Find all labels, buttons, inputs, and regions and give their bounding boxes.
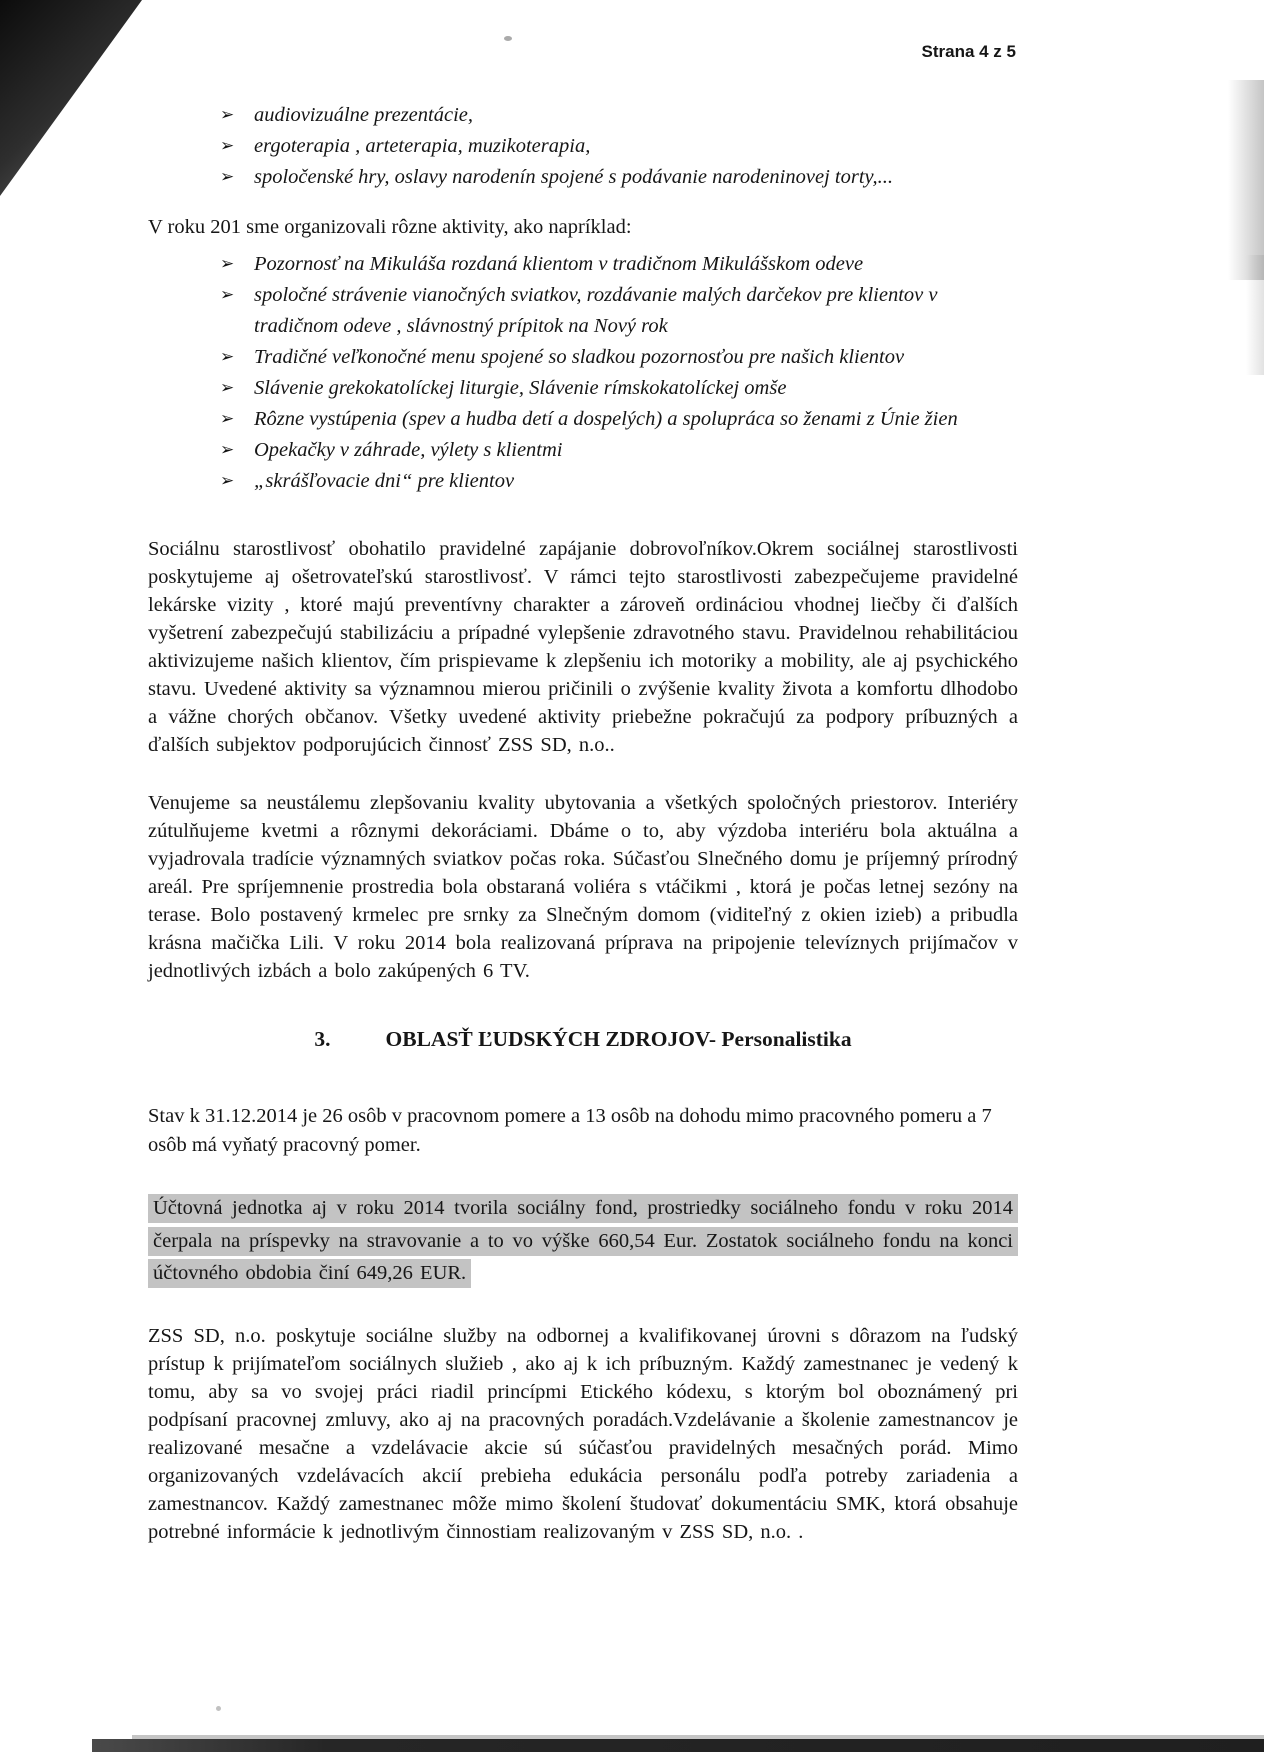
arrow-bullet-icon: ➢ bbox=[220, 254, 235, 274]
list-item-text: ergoterapia , arteterapia, muzikoterapia, bbox=[254, 135, 591, 157]
list-item-text: Rôzne vystúpenia (spev a hudba detí a dospelých) a spolupráca so ženami z Únie žien bbox=[254, 408, 958, 430]
bullet-list-examples bbox=[220, 249, 1018, 497]
highlighted-text: Účtovná jednotka aj v roku 2014 tvorila sociálny fond, prostriedky sociálneho fondu v roku 2014 čerpala na príspevky na stravovanie a to vo výške 660,54 Eur. Zostatok sociálneho fondu na konci účtovného obdobia činí 649,26 EUR. bbox=[148, 1194, 1018, 1288]
paragraph-environment: Venujeme sa neustálemu zlepšovaniu kvality ubytovania a všetkých spoločných priestorov. Interiéry zútulňujeme kvetmi a rôznymi dekoráciami. Dbáme o to, aby výzdoba interiéru bola aktuálna a vyjadrovala tradície významných sviatkov počas roka. Súčasťou Slnečného domu je príjemný prírodný areál. Pre spríjemnenie prostredia bola obstaraná voliéra s vtáčikmi , ktorá je počas letnej sezóny na terase. Bolo postavený krmelec pre srnky za Slnečným domom (viditeľný z okien izieb) a pribudla krásna mačička Lili. V roku 2014 bola realizovaná príprava na pripojenie televíznych prijímačov v jednotlivých izbách a bolo zakúpených 6 TV. bbox=[148, 792, 1018, 982]
arrow-bullet-icon: ➢ bbox=[220, 471, 235, 491]
scan-speck-bottom bbox=[216, 1706, 221, 1711]
list-item-text: Pozornosť na Mikuláša rozdaná klientom v tradičnom Mikulášskom odeve bbox=[254, 253, 864, 275]
paragraph-staff-status: Stav k 31.12.2014 je 26 osôb v pracovnom pomere a 13 osôb na dohodu mimo pracovného pomeru a 7 osôb má vyňatý pracovný pomer. bbox=[148, 1105, 992, 1156]
list-item bbox=[220, 466, 1018, 497]
arrow-bullet-icon: ➢ bbox=[220, 105, 235, 125]
arrow-bullet-icon: ➢ bbox=[220, 378, 235, 398]
list-item bbox=[220, 162, 1018, 193]
paragraph-social-care: Sociálnu starostlivosť obohatilo pravidelné zapájanie dobrovoľníkov.Okrem sociálnej starostlivosti poskytujeme aj ošetrovateľskú starostlivosť. V rámci tejto starostlivosti zabezpečujeme pravidelné lekárske vizity , ktoré majú preventívny charakter a zároveň ordináciou vhodnej liečby či ďalších vyšetrení zabezpečujú stabilizáciu a prípadné vylepšenie zdravotného stavu. Pravidelnou rehabilitáciou aktivizujeme našich klientov, čím prispievame k zlepšeniu ich motoriky a mobility, ale aj psychického stavu. Uvedené aktivity sa významnou mierou pričinili o zvýšenie kvality života a komfortu dlhodobo a vážne chorých občanov. Všetky uvedené aktivity priebežne pokračujú za podpory príbuzných a ďalších subjektov podporujúcich činnosť ZSS SD, n.o.. bbox=[148, 538, 1018, 756]
arrow-bullet-icon: ➢ bbox=[220, 136, 235, 156]
page-number: Strana 4 z 5 bbox=[921, 42, 1016, 61]
list-item-text: Slávenie grekokatolíckej liturgie, Slávenie rímskokatolíckej omše bbox=[254, 377, 787, 399]
scan-speck bbox=[504, 36, 512, 41]
list-item bbox=[220, 435, 1018, 466]
list-item-text: Tradičné veľkonočné menu spojené so sladkou pozornosťou pre našich klientov bbox=[254, 346, 905, 368]
scan-bottom-shadow bbox=[92, 1739, 1264, 1752]
bullet-list-activities bbox=[220, 100, 1018, 193]
scan-corner-shadow bbox=[0, 0, 160, 210]
list-item bbox=[220, 280, 1018, 342]
paragraph-zss-services: ZSS SD, n.o. poskytuje sociálne služby na odbornej a kvalifikovanej úrovni s dôrazom na ľudský prístup k prijímateľom sociálnych služieb , ako aj k ich príbuzným. Každý zamestnanec je vedený k tomu, aby sa vo svojej práci riadil princípmi Etického kódexu, s ktorým bol oboznámený pri podpísaní pracovnej zmluvy, ako aj na pracovných poradách.Vzdelávanie a školenie zamestnancov je realizované mesačne a vzdelávacie akcie sú súčasťou pravidelných mesačných porád. Mimo organizovaných vzdelávacích akcií prebieha edukácia personálu podľa potreby zariadenia a zamestnancov. Každý zamestnanec môže mimo školení študovať dokumentáciu SMK, ktorá obsahuje potrebné informácie k jednotlivým činnostiam realizovaným v ZSS SD, n.o. . bbox=[148, 1324, 1018, 1543]
list-item bbox=[220, 249, 1018, 280]
list-item bbox=[220, 131, 1018, 162]
arrow-bullet-icon: ➢ bbox=[220, 409, 235, 429]
list-item bbox=[220, 342, 1018, 373]
arrow-bullet-icon: ➢ bbox=[220, 285, 235, 305]
list-item bbox=[220, 100, 1018, 131]
document-content bbox=[148, 42, 1018, 1546]
section-heading bbox=[148, 1027, 1018, 1052]
list-item-text: audiovizuálne prezentácie, bbox=[254, 104, 473, 126]
list-item bbox=[220, 373, 1018, 404]
section-number: 3. bbox=[314, 1027, 331, 1051]
section-title: OBLASŤ ĽUDSKÝCH ZDROJOV- Personalistika bbox=[385, 1027, 852, 1051]
arrow-bullet-icon: ➢ bbox=[220, 440, 235, 460]
arrow-bullet-icon: ➢ bbox=[220, 347, 235, 367]
paragraph-intro: V roku 201 sme organizovali rôzne aktivity, ako napríklad: bbox=[148, 216, 632, 238]
list-item bbox=[220, 404, 1018, 435]
paragraph-social-fund bbox=[148, 1192, 1018, 1290]
scan-edge-shadow-right bbox=[1246, 255, 1264, 375]
arrow-bullet-icon: ➢ bbox=[220, 167, 235, 187]
list-item-text: spoločenské hry, oslavy narodenín spojené s podávanie narodeninovej torty,... bbox=[254, 166, 893, 188]
list-item-text: Opekačky v záhrade, výlety s klientmi bbox=[254, 439, 563, 461]
list-item-text: spoločné strávenie vianočných sviatkov, rozdávanie malých darčekov pre klientov v tradičnom odeve , slávnostný prípitok na Nový rok bbox=[254, 284, 938, 337]
list-item-text: „skrášľovacie dni“ pre klientov bbox=[254, 470, 515, 492]
scan-edge-shadow-top-right bbox=[1228, 80, 1264, 280]
